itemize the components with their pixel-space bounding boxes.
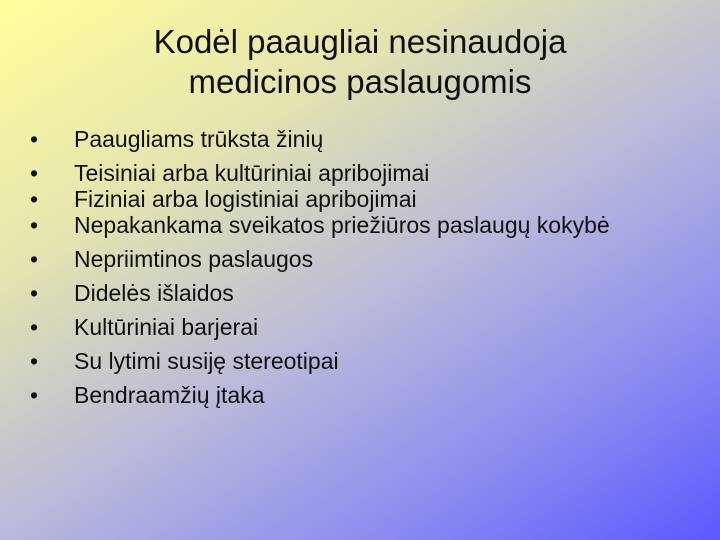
bullet-text: Fiziniai arba logistiniai apribojimai xyxy=(74,186,417,212)
bullet-dot-icon: • xyxy=(30,246,39,272)
bullet-dot-icon: • xyxy=(30,382,39,408)
bullet-text: Teisiniai arba kultūriniai apribojimai xyxy=(74,160,430,186)
bullet-text: Su lytimi susiję stereotipai xyxy=(74,348,339,374)
slide-title-line-2: medicinos paslaugomis xyxy=(188,63,532,100)
bullet-dot-icon: • xyxy=(30,126,39,152)
bullet-text: Didelės išlaidos xyxy=(74,280,234,306)
bullet-item xyxy=(30,212,670,238)
bullet-dot-icon: • xyxy=(30,280,39,306)
bullet-dot-icon: • xyxy=(30,314,39,340)
bullet-list xyxy=(30,126,670,416)
bullet-item xyxy=(30,280,670,306)
bullet-dot-icon: • xyxy=(30,212,39,238)
bullet-text: Nepakankama sveikatos priežiūros paslaugų kokybė xyxy=(74,212,610,238)
bullet-item xyxy=(30,314,670,340)
bullet-text: Kultūriniai barjerai xyxy=(74,314,259,340)
slide-title xyxy=(60,22,660,102)
bullet-item xyxy=(30,382,670,408)
bullet-text: Paaugliams trūksta žinių xyxy=(74,126,324,152)
bullet-dot-icon: • xyxy=(30,160,39,186)
bullet-dot-icon: • xyxy=(30,348,39,374)
bullet-dot-icon: • xyxy=(30,186,39,212)
bullet-item xyxy=(30,246,670,272)
bullet-item xyxy=(30,186,670,212)
bullet-text: Bendraamžių įtaka xyxy=(74,382,265,408)
bullet-item xyxy=(30,160,670,186)
slide-title-line-1: Kodėl paaugliai nesinaudoja xyxy=(153,23,567,60)
bullet-item xyxy=(30,348,670,374)
bullet-text: Nepriimtinos paslaugos xyxy=(74,246,314,272)
bullet-item xyxy=(30,126,670,152)
